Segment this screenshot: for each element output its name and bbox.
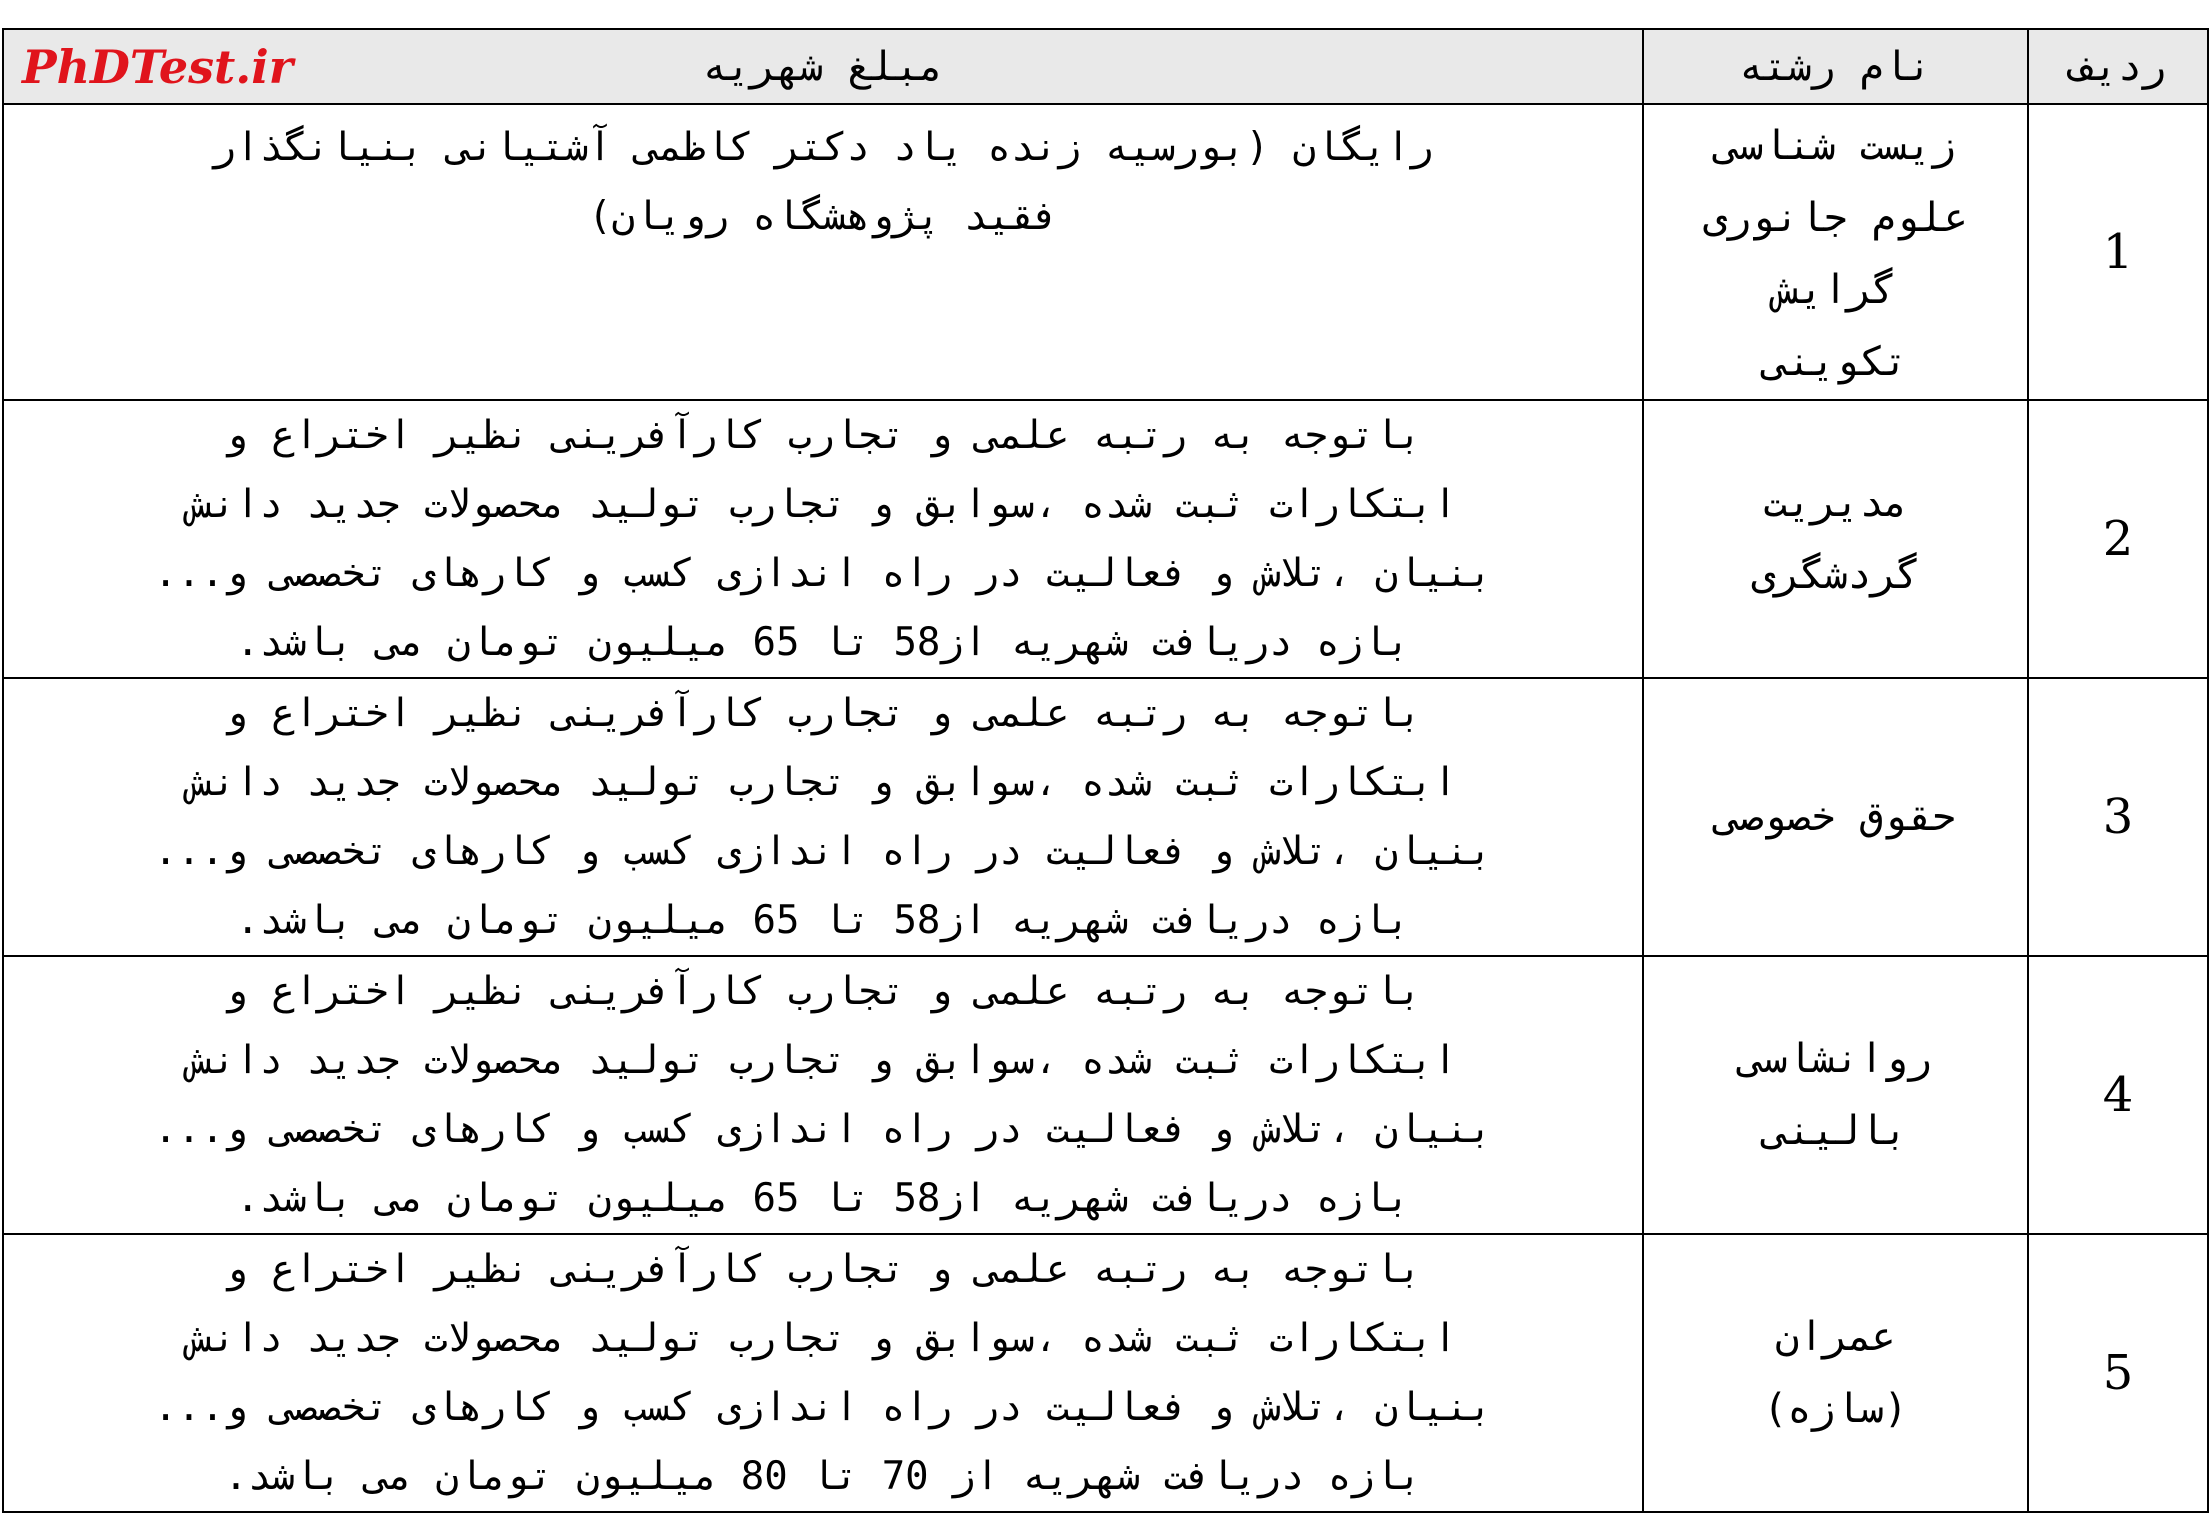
table-row [3,1234,2208,1512]
field-line: مدیریت [1763,480,1908,526]
table-row [3,104,2208,400]
row-index: 3 [2028,678,2208,956]
fee-line: بازه دریافت شهریه از 70 تا 80 میلیون تومان می باشد. [224,1454,1422,1499]
row-field-name [1643,1234,2028,1512]
field-line: (سازه) [1763,1386,1908,1432]
fee-line: باتوجه به رتبه علمی و تجارب کارآفرینی نظیر اختراع و [224,1247,1422,1292]
row-index: 1 [2028,104,2208,400]
header-tuition-fee [3,29,1643,104]
fee-line: باتوجه به رتبه علمی و تجارب کارآفرینی نظیر اختراع و [224,969,1422,1014]
tuition-table [2,28,2209,1513]
row-tuition-fee [3,104,1643,400]
fee-line: ابتکارات ثبت شده ،سوابق و تجارب تولید محصولات جدید دانش [189,482,1457,527]
field-line: روانشاسی [1739,1036,1932,1082]
row-tuition-fee [3,400,1643,678]
fee-line: ابتکارات ثبت شده ،سوابق و تجارب تولید محصولات جدید دانش [189,760,1457,805]
field-line: علوم جانوری [1703,195,1968,241]
field-line: عمران [1775,1314,1896,1360]
field-line: زیست شناسی [1715,123,1956,169]
fee-line: ابتکارات ثبت شده ،سوابق و تجارب تولید محصولات جدید دانش [189,1038,1457,1083]
fee-line: بازه دریافت شهریه از58 تا 65 میلیون تومان می باشد. [235,898,1411,943]
fee-line: فقید پژوهشگاه رویان) [588,194,1058,239]
table-row [3,956,2208,1234]
fee-line: بازه دریافت شهریه از58 تا 65 میلیون تومان می باشد. [235,1176,1411,1221]
fee-line: باتوجه به رتبه علمی و تجارب کارآفرینی نظیر اختراع و [224,413,1422,458]
row-index: 4 [2028,956,2208,1234]
field-line: حقوق خصوصی [1715,794,1956,840]
header-index: ردیف [2028,29,2208,104]
field-line: گردشگری [1751,552,1920,598]
phdtest-logo: PhDTest.ir [22,40,294,94]
fee-line: رایگان (بورسیه زنده یاد دکتر کاظمی آشتیانی بنیانگذار [212,125,1434,170]
header-row [3,29,2208,104]
field-line: تکوینی [1763,339,1908,385]
row-field-name [1643,956,2028,1234]
header-tuition-fee-label: مبلغ شهریه [702,43,944,90]
row-field-name [1643,678,2028,956]
field-line: بالینی [1763,1108,1908,1154]
fee-line: بنیان ،تلاش و فعالیت در راه اندازی کسب و کارهای تخصصی و... [153,829,1493,874]
table-row [3,400,2208,678]
fee-line: بنیان ،تلاش و فعالیت در راه اندازی کسب و کارهای تخصصی و... [153,1107,1493,1152]
field-line: گرایش [1775,267,1896,313]
row-tuition-fee [3,1234,1643,1512]
fee-line: بنیان ،تلاش و فعالیت در راه اندازی کسب و کارهای تخصصی و... [153,551,1493,596]
fee-line: بازه دریافت شهریه از58 تا 65 میلیون تومان می باشد. [235,620,1411,665]
row-index: 5 [2028,1234,2208,1512]
row-field-name [1643,104,2028,400]
row-tuition-fee [3,956,1643,1234]
fee-line: ابتکارات ثبت شده ،سوابق و تجارب تولید محصولات جدید دانش [189,1316,1457,1361]
fee-line: بنیان ،تلاش و فعالیت در راه اندازی کسب و کارهای تخصصی و... [153,1385,1493,1430]
table-row [3,678,2208,956]
row-tuition-fee [3,678,1643,956]
header-field-name: نام رشته [1643,29,2028,104]
row-field-name [1643,400,2028,678]
row-index: 2 [2028,400,2208,678]
fee-line: باتوجه به رتبه علمی و تجارب کارآفرینی نظیر اختراع و [224,691,1422,736]
